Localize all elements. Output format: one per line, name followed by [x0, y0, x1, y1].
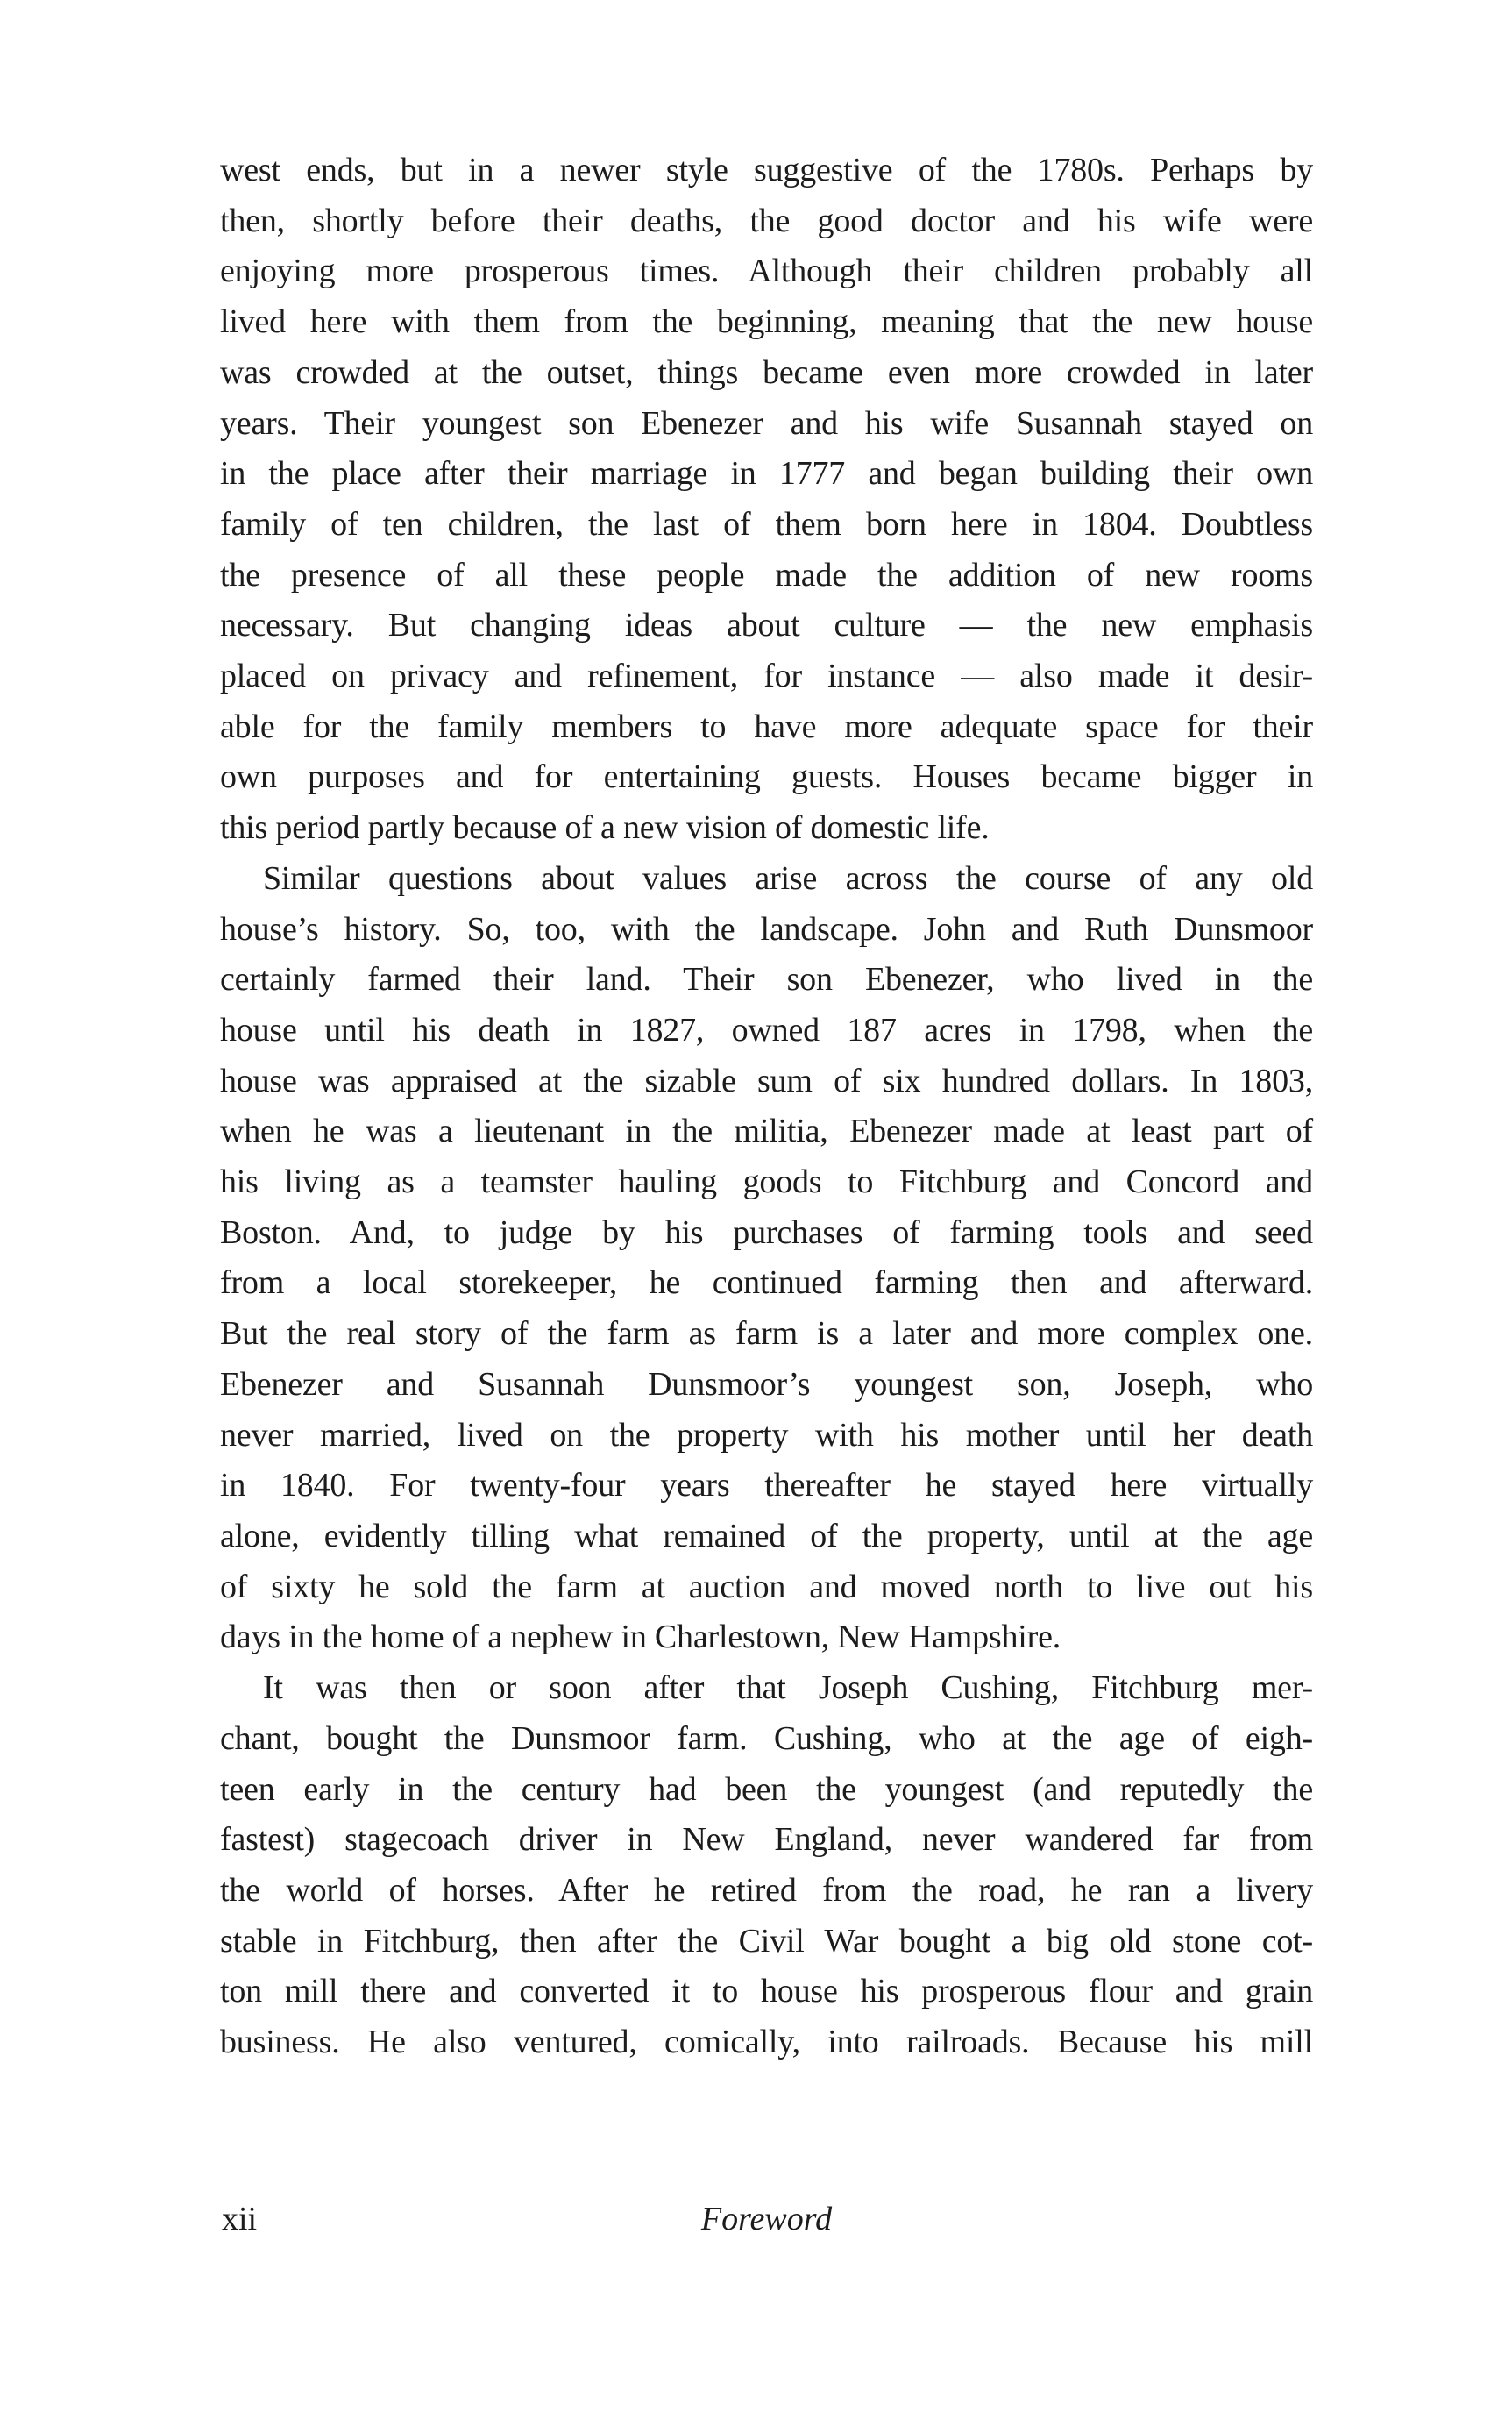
text-line: when he was a lieutenant in the militia, Ebenezer made at least part of [220, 1113, 1313, 1150]
text-line: Ebenezer and Susannah Dunsmoor’s youngest son, Joseph, who [220, 1365, 1313, 1403]
text-line: It was then or soon after that Joseph Cushing, Fitchburg mer- [263, 1669, 1313, 1707]
text-line: own purposes and for entertaining guests. Houses became bigger in [220, 758, 1313, 796]
text-line: years. Their youngest son Ebenezer and his wife Susannah stayed on [220, 404, 1313, 442]
text-line: placed on privacy and refinement, for instance — also made it desir- [220, 658, 1313, 695]
text-line: west ends, but in a newer style suggestive of the 1780s. Perhaps by [220, 152, 1313, 189]
paragraph [220, 854, 1313, 1663]
paragraph [220, 146, 1313, 854]
text-line: chant, bought the Dunsmoor farm. Cushing, who at the age of eigh- [220, 1719, 1313, 1757]
text-line: teen early in the century had been the youngest (and reputedly the [220, 1770, 1313, 1808]
text-line: from a local storekeeper, he continued farming then and afterward. [220, 1264, 1313, 1302]
body-text [220, 146, 1313, 2068]
text-line: necessary. But changing ideas about culture — the new emphasis [220, 607, 1313, 644]
text-line: in the place after their marriage in 1777 and began building their own [220, 455, 1313, 493]
text-line: never married, lived on the property with his mother until her death [220, 1416, 1313, 1454]
text-line: his living as a teamster hauling goods to Fitchburg and Concord and [220, 1163, 1313, 1201]
text-line: fastest) stagecoach driver in New England, never wandered far from [220, 1821, 1313, 1859]
text-line: of sixty he sold the farm at auction and moved north to live out his [220, 1568, 1313, 1605]
text-line: then, shortly before their deaths, the good doctor and his wife were [220, 202, 1313, 239]
text-line: in 1840. For twenty-four years thereafter he stayed here virtually [220, 1467, 1313, 1505]
text-line: able for the family members to have more adequate space for their [220, 708, 1313, 745]
text-line: the world of horses. After he retired from the road, he ran a livery [220, 1871, 1313, 1909]
page-footer [220, 2197, 1313, 2241]
text-line: Similar questions about values arise across the course of any old [263, 859, 1313, 897]
page-number: xii [222, 2201, 258, 2237]
paragraph [220, 1663, 1313, 2068]
text-line: family of ten children, the last of them born here in 1804. Doubtless [220, 505, 1313, 543]
text-line: the presence of all these people made the addition of new rooms [220, 556, 1313, 594]
text-line: house’s history. So, too, with the landscape. John and Ruth Dunsmoor [220, 910, 1313, 948]
text-line: house was appraised at the sizable sum of six hundred dollars. In 1803, [220, 1062, 1313, 1099]
running-footer-title: Foreword [700, 2201, 833, 2237]
text-line: lived here with them from the beginning, meaning that the new house [220, 303, 1313, 341]
text-line: house until his death in 1827, owned 187 acres in 1798, when the [220, 1011, 1313, 1049]
text-line: ton mill there and converted it to house his prosperous flour and grain [220, 1973, 1313, 2010]
text-line: this period partly because of a new vision of domestic life. [220, 809, 990, 847]
text-line: enjoying more prosperous times. Although their children probably all [220, 253, 1313, 290]
text-line: stable in Fitchburg, then after the Civil War bought a big old stone cot- [220, 1922, 1313, 1960]
text-line: certainly farmed their land. Their son Ebenezer, who lived in the [220, 961, 1313, 999]
text-line: But the real story of the farm as farm is a later and more complex one. [220, 1315, 1313, 1353]
text-line: was crowded at the outset, things became even more crowded in later [220, 353, 1313, 391]
text-line: Boston. And, to judge by his purchases of farming tools and seed [220, 1213, 1313, 1251]
text-line: alone, evidently tilling what remained of the property, until at the age [220, 1517, 1313, 1554]
text-line: business. He also ventured, comically, into railroads. Because his mill [220, 2024, 1313, 2061]
text-line: days in the home of a nephew in Charlestown, New Hampshire. [220, 1618, 1061, 1656]
